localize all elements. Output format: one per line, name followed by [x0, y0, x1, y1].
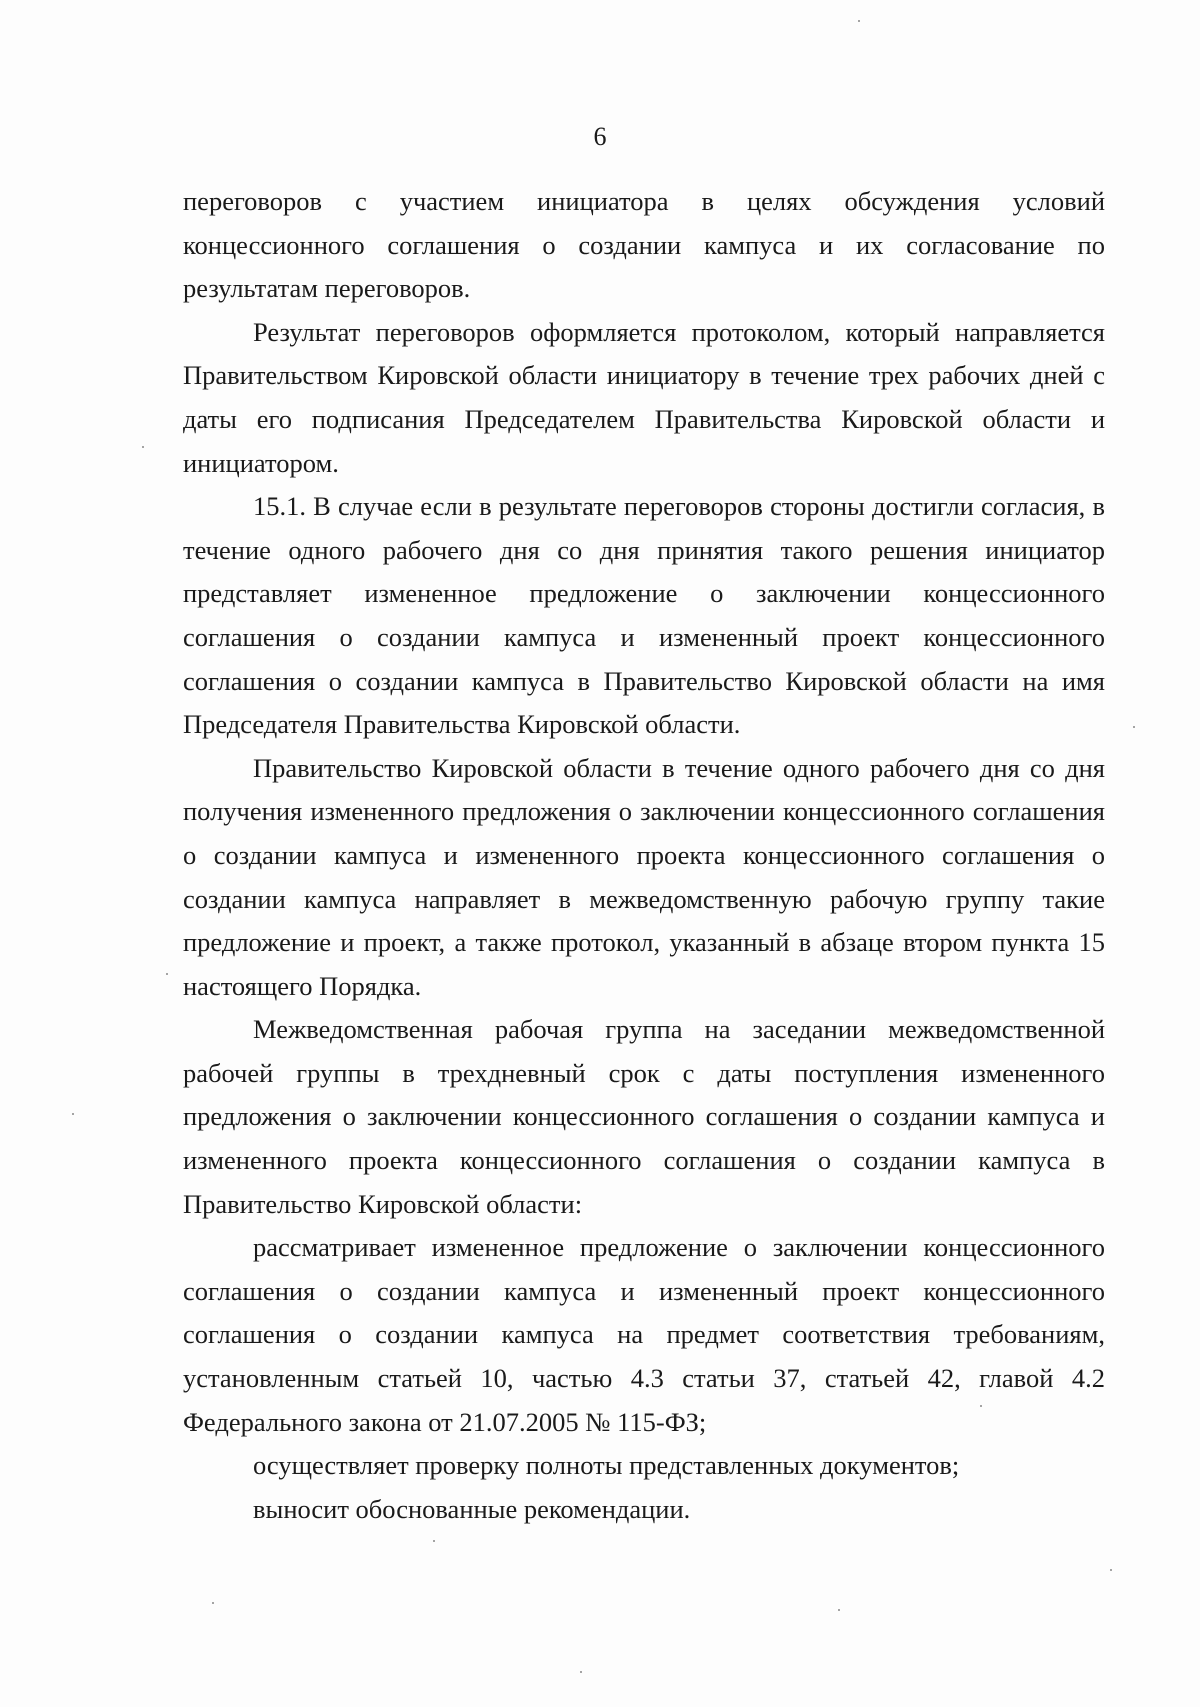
page-number: 6 — [593, 122, 607, 151]
paragraph-1: переговоров с участием инициатора в целях обсуждения условий концессионного соглашения о создании кампуса и их согласование по результатам переговоров. — [183, 186, 1105, 304]
scan-speck — [1110, 1569, 1112, 1571]
paragraph-8: выносит обоснованные рекомендации. — [253, 1493, 691, 1524]
scan-speck — [166, 973, 168, 975]
paragraph-5: Межведомственная рабочая группа на заседании межведомственной рабочей группы в трехдневный срок с даты поступления измененного предложения о заключении концессионного соглашения о создании кампуса и измененного проекта концессионного соглашения о создании кампуса в Правительство Кировской области: — [183, 1014, 1105, 1219]
paragraph-2: Результат переговоров оформляется протоколом, который направляется Правительством Кировской области инициатору в течение трех рабочих дней с даты его подписания Председателем Правительства Кировской области и инициатором. — [183, 316, 1105, 478]
scan-speck — [580, 1671, 582, 1673]
scan-speck — [72, 1113, 74, 1115]
paragraph-7: осуществляет проверку полноты представленных документов; — [253, 1450, 960, 1481]
paragraph-6: рассматривает измененное предложение о заключении концессионного соглашения о создании кампуса и измененный проект концессионного соглашения о создании кампуса на предмет соответствия требованиям, установленным статьей 10, частью 4.3 статьи 37, статьей 42, главой 4.2 Федерального закона от 21.07.2005 № 115-ФЗ; — [183, 1232, 1105, 1437]
scan-speck — [142, 446, 144, 448]
scan-speck — [838, 1609, 840, 1611]
scan-speck — [1133, 726, 1135, 728]
paragraph-4: Правительство Кировской области в течение одного рабочего дня со дня получения измененного предложения о заключении концессионного соглашения о создании кампуса и измененного проекта концессионного соглашения о создании кампуса направляет в межведомственную рабочую группу такие предложение и проект, а также протокол, указанный в абзаце втором пункта 15 настоящего Порядка. — [183, 752, 1105, 1001]
scan-speck — [212, 1602, 214, 1604]
scan-speck — [980, 1405, 982, 1407]
paragraph-3: 15.1. В случае если в результате переговоров стороны достигли согласия, в течение одного рабочего дня со дня принятия такого решения инициатор представляет измененное предложение о заключении концессионного соглашения о создании кампуса и измененный проект концессионного соглашения о создании кампуса в Правительство Кировской области на имя Председателя Правительства Кировской области. — [183, 491, 1105, 740]
document-body — [183, 180, 1105, 1531]
scan-speck — [858, 20, 860, 22]
scan-speck — [433, 1540, 435, 1542]
